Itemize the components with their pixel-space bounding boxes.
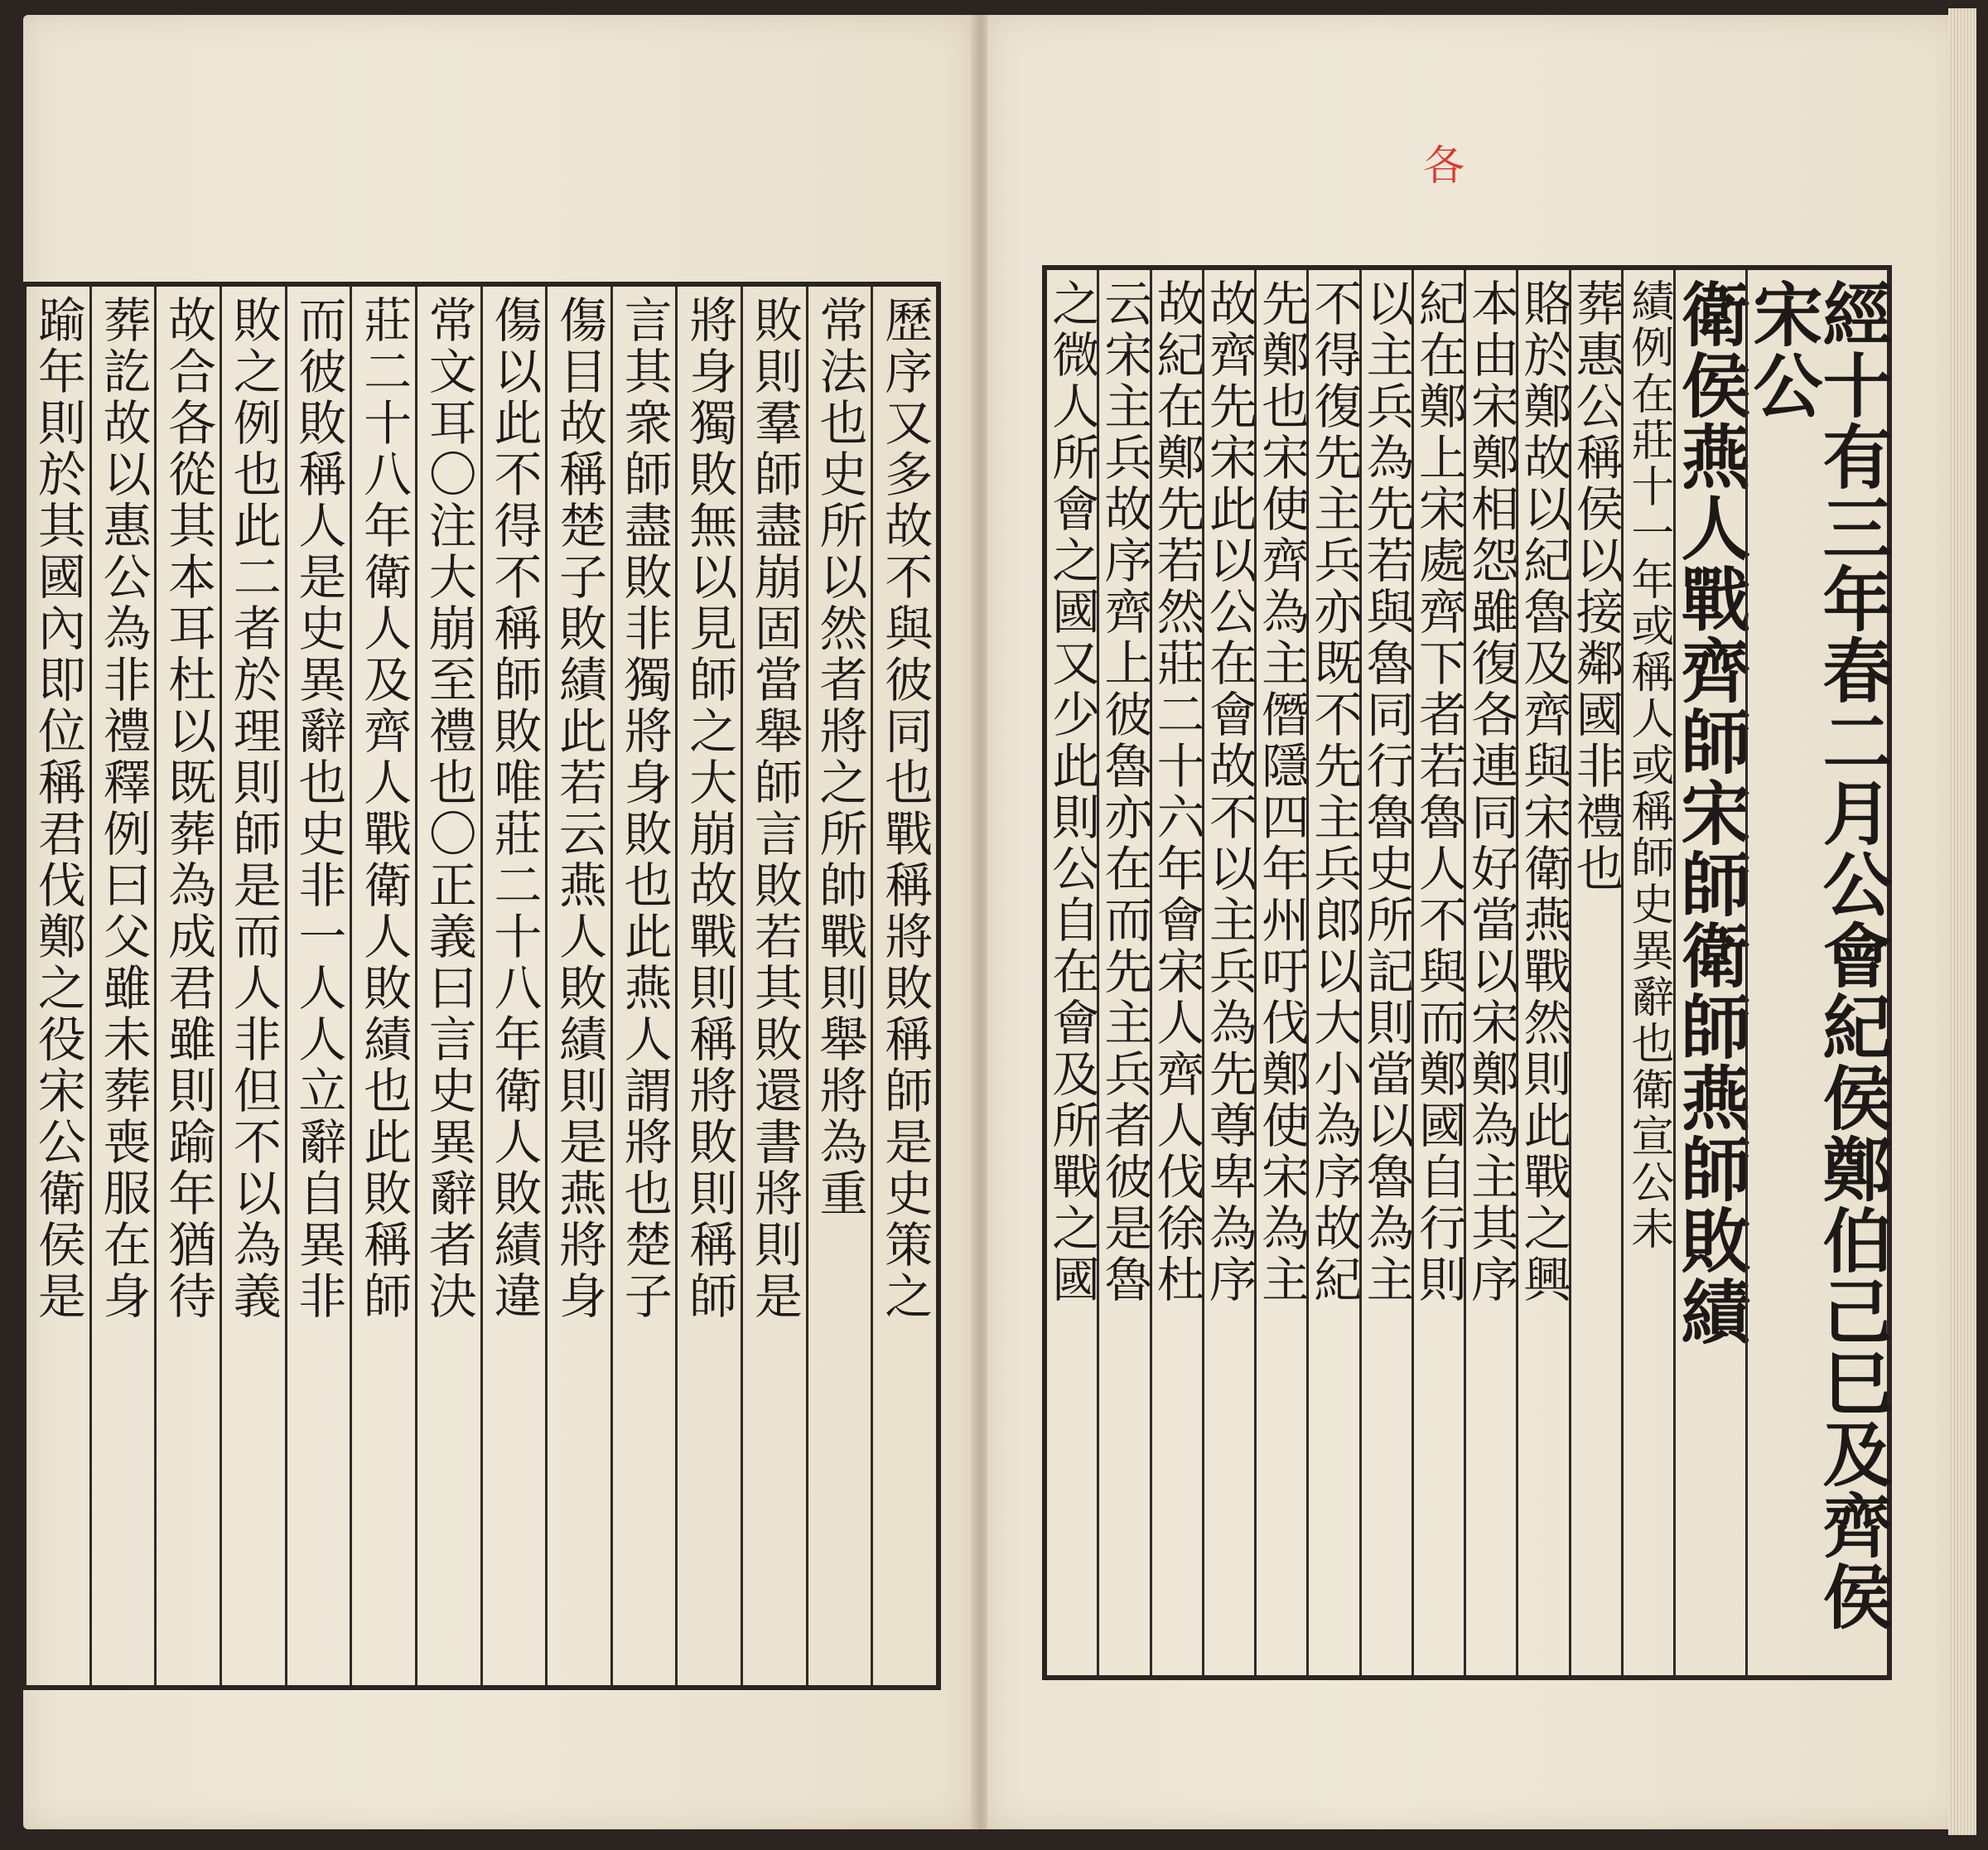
text-column (1044, 270, 1101, 1675)
text-column (806, 287, 871, 1685)
column-text: 葬訖故以惠公為非禮釋例曰父雖未葬喪服在身 (94, 295, 152, 1322)
text-column (1358, 270, 1415, 1675)
column-text: 故合各從其本耳杜以既葬為成君雖則踰年猶待 (160, 295, 217, 1322)
column-text: 本由宋鄭相怨雖復各連同好當以宋鄭為主其序 (1463, 278, 1520, 1306)
right-columns (1044, 270, 1894, 1675)
text-column (1742, 270, 1894, 1675)
text-column (1410, 270, 1467, 1675)
text-column (1096, 270, 1153, 1675)
column-text: 紀在鄭上宋處齊下者若魯人不與而鄭國自行則 (1410, 278, 1467, 1306)
column-text: 傷目故稱楚子敗績此若云燕人敗績則是燕將身 (550, 295, 607, 1322)
text-column (1567, 270, 1624, 1675)
text-column (350, 287, 415, 1685)
text-column (610, 287, 676, 1685)
text-column (1670, 270, 1752, 1675)
text-column (545, 287, 610, 1685)
column-text: 敗之例也此二者於理則師是而人非但不以為義 (224, 295, 282, 1322)
column-text: 傷以此不得不稱師敗唯莊二十八年衛人敗績違 (485, 295, 543, 1322)
column-text: 常法也史所以然者將之所帥戰則舉將為重 (811, 295, 868, 1220)
text-column (285, 287, 350, 1685)
column-text: 歷序又多故不與彼同也戰稱將敗稱師是史策之 (876, 295, 934, 1322)
column-text: 將身獨敗無以見師之大崩故戰則稱將敗則稱師 (681, 295, 738, 1322)
text-column (675, 287, 741, 1685)
column-text: 故紀在鄭先若然莊二十六年會宋人齊人伐徐杜 (1148, 278, 1205, 1306)
text-column (27, 287, 89, 1685)
text-column (480, 287, 546, 1685)
page-edges (1948, 8, 1976, 1835)
column-text: 經十有三年春二月公會紀侯鄭伯己巳及齊侯宋公 (1742, 278, 1894, 1632)
text-column (1515, 270, 1572, 1675)
text-column (1621, 270, 1673, 1675)
text-column (1305, 270, 1363, 1675)
column-text: 踰年則於其國內即位稱君伐鄭之役宋公衛侯是 (29, 295, 86, 1322)
text-column (89, 287, 155, 1685)
text-column (1200, 270, 1257, 1675)
column-text: 葬惠公稱侯以接鄰國非禮也 (1567, 278, 1624, 895)
column-text: 云宋主兵故序齊上彼魯亦在而先主兵者彼是魯 (1096, 278, 1153, 1306)
text-column (871, 287, 936, 1685)
column-text: 而彼敗稱人是史異辭也史非一人人立辭自異非 (290, 295, 347, 1322)
column-text: 以主兵為先若與魯同行魯史所記則當以魯為主 (1358, 278, 1415, 1306)
text-column (1463, 270, 1520, 1675)
text-column (741, 287, 806, 1685)
red-annotation: 各 (1423, 142, 1464, 190)
column-text: 不得復先主兵亦既不先主兵郎以大小為序故紀 (1305, 278, 1363, 1306)
text-column (1148, 270, 1205, 1675)
column-text: 故齊先宋此以公在會故不以主兵為先尊卑為序 (1200, 278, 1257, 1306)
right-text-frame (1042, 265, 1892, 1680)
column-text: 衛侯燕人戰齊師宋師衛師燕師敗績 (1670, 278, 1752, 1347)
text-column (220, 287, 285, 1685)
left-text-frame (22, 282, 941, 1690)
column-text: 敗則羣師盡崩固當舉師言敗若其敗還書將則是 (746, 295, 803, 1322)
text-column (415, 287, 480, 1685)
column-text: 賂於鄭故以紀魯及齊與宋衛燕戰然則此戰之興 (1515, 278, 1572, 1306)
column-text: 言其衆師盡敗非獨將身敗也此燕人謂將也楚子 (615, 295, 673, 1322)
text-column (154, 287, 220, 1685)
text-column (1253, 270, 1310, 1675)
column-text: 績例在莊十一年或稱人或稱師史異辭也衛宣公未 (1623, 278, 1673, 1253)
column-text: 之微人所會之國又少此則公自在會及所戰之國 (1044, 278, 1101, 1306)
left-columns (27, 287, 936, 1685)
column-text: 莊二十八年衛人及齊人戰衛人敗績也此敗稱師 (355, 295, 413, 1322)
column-text: 常文耳〇注大崩至禮也〇正義曰言史異辭者決 (420, 295, 477, 1322)
column-text: 先鄭也宋使齊為主僭隱四年州吁伐鄭使宋為主 (1253, 278, 1310, 1306)
